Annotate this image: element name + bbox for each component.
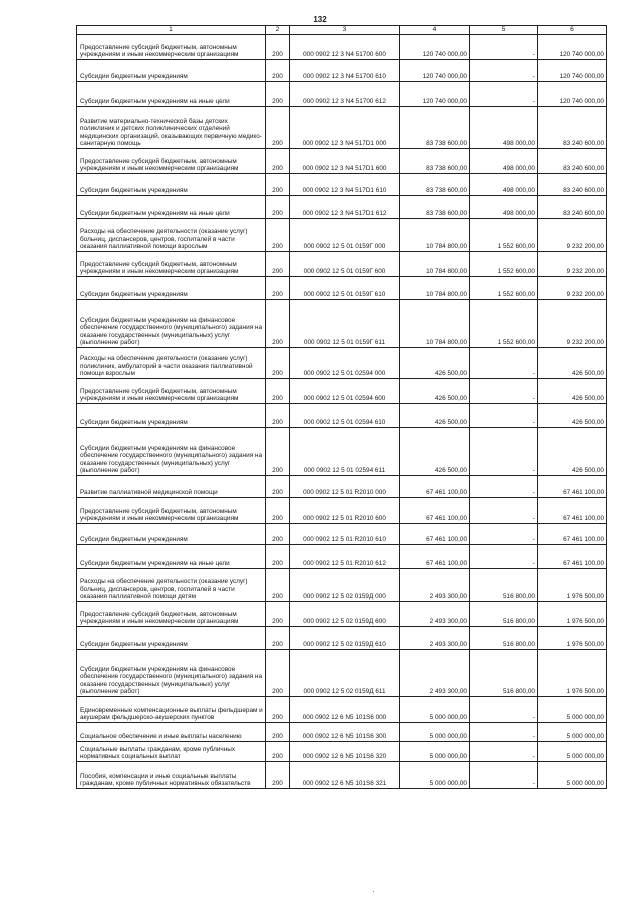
page-number: 132: [313, 15, 327, 24]
column-header-6: 6: [538, 26, 607, 35]
column-header-2: 2: [266, 26, 290, 35]
amount-column-6: 5 000 000,00: [538, 723, 607, 742]
item-name: Единовременные компенсационные выплаты фельдшерам и акушерам фельдшерско-акушерских пунктов: [77, 697, 266, 723]
item-name: Предоставление субсидий бюджетным, автономным учреждениям и иным некоммерческим организациям: [77, 379, 266, 404]
budget-classification-code: 000 0902 12 3 N4 517D1 000: [290, 107, 400, 149]
amount-column-4: 426 500,00: [400, 379, 470, 404]
item-name: Развитие материально-технической базы детских поликлиник и детских поликлинических отделений медицинских организаций, оказывающих первичную медико-санитарную помощь: [77, 107, 266, 149]
item-name: Расходы на обеспечение деятельности (оказание услуг) больниц, диспансеров, центров, госпиталей в части оказания паллиативной помощи взрослым: [77, 219, 266, 252]
amount-column-4: 83 738 600,00: [400, 196, 470, 219]
table-row: [77, 697, 607, 723]
line-code: 200: [266, 650, 290, 697]
line-code: 200: [266, 545, 290, 569]
item-name: Субсидии бюджетным учреждениям на финансовое обеспечение государственного (муниципального) задания на оказание государственных (муниципальных) услуг (выполнение работ): [77, 428, 266, 476]
amount-column-4: 120 740 000,00: [400, 82, 470, 107]
line-code: 200: [266, 348, 290, 379]
amount-column-6: 426 500,00: [538, 379, 607, 404]
budget-classification-code: 000 0902 12 6 N5 101S6 321: [290, 762, 400, 789]
budget-classification-code: 000 0902 12 3 N4 517D1 610: [290, 174, 400, 196]
amount-column-6: 83 240 600,00: [538, 149, 607, 174]
table-row: [77, 252, 607, 277]
line-code: 200: [266, 723, 290, 742]
amount-column-4: 426 500,00: [400, 428, 470, 476]
amount-column-4: 5 000 000,00: [400, 762, 470, 789]
budget-classification-code: 000 0902 12 5 01 0159Г 600: [290, 252, 400, 277]
budget-classification-code: 000 0902 12 6 N5 101S6 300: [290, 723, 400, 742]
scan-speck: ·: [372, 887, 375, 896]
table-row: [77, 428, 607, 476]
item-name: Субсидии бюджетным учреждениям: [77, 524, 266, 545]
amount-column-6: 5 000 000,00: [538, 697, 607, 723]
table-row: [77, 650, 607, 697]
table-row: [77, 524, 607, 545]
table-row: [77, 545, 607, 569]
table-row: [77, 723, 607, 742]
amount-column-5: -: [470, 742, 538, 762]
line-code: 200: [266, 404, 290, 428]
budget-classification-code: 000 0902 12 3 N4 517D1 612: [290, 196, 400, 219]
item-name: Субсидии бюджетным учреждениям: [77, 174, 266, 196]
amount-column-5: -: [470, 697, 538, 723]
table-row: [77, 82, 607, 107]
amount-column-5: -: [470, 723, 538, 742]
column-header-5: 5: [470, 26, 538, 35]
table-row: [77, 107, 607, 149]
item-name: Субсидии бюджетным учреждениям: [77, 404, 266, 428]
table-row: [77, 277, 607, 300]
amount-column-4: 67 461 100,00: [400, 476, 470, 498]
amount-column-6: 67 461 100,00: [538, 524, 607, 545]
amount-column-5: 1 552 600,00: [470, 300, 538, 348]
line-code: 200: [266, 569, 290, 602]
budget-classification-code: 000 0902 12 5 01 02594 000: [290, 348, 400, 379]
amount-column-5: -: [470, 348, 538, 379]
line-code: 200: [266, 174, 290, 196]
budget-classification-code: 000 0902 12 5 02 0159Д 000: [290, 569, 400, 602]
table-row: [77, 379, 607, 404]
item-name: Субсидии бюджетным учреждениям: [77, 277, 266, 300]
table-row: [77, 627, 607, 650]
amount-column-6: 426 500,00: [538, 428, 607, 476]
table-row: [77, 476, 607, 498]
amount-column-5: 516 800,00: [470, 569, 538, 602]
amount-column-4: 2 493 300,00: [400, 569, 470, 602]
amount-column-6: 83 240 600,00: [538, 196, 607, 219]
line-code: 200: [266, 379, 290, 404]
amount-column-4: 2 493 300,00: [400, 602, 470, 627]
amount-column-6: 67 461 100,00: [538, 476, 607, 498]
item-name: Субсидии бюджетным учреждениям на иные цели: [77, 82, 266, 107]
item-name: Субсидии бюджетным учреждениям на иные цели: [77, 545, 266, 569]
amount-column-4: 83 738 600,00: [400, 174, 470, 196]
budget-classification-code: 000 0902 12 5 01 02594 600: [290, 379, 400, 404]
budget-classification-code: 000 0902 12 5 01 R2010 612: [290, 545, 400, 569]
amount-column-4: 5 000 000,00: [400, 697, 470, 723]
table-row: [77, 300, 607, 348]
item-name: Предоставление субсидий бюджетным, автономным учреждениям и иным некоммерческим организациям: [77, 602, 266, 627]
budget-classification-code: 000 0902 12 5 01 R2010 600: [290, 498, 400, 524]
line-code: 200: [266, 300, 290, 348]
line-code: 200: [266, 697, 290, 723]
budget-classification-code: 000 0902 12 5 01 R2010 610: [290, 524, 400, 545]
item-name: Субсидии бюджетным учреждениям на финансовое обеспечение государственного (муниципального) задания на оказание государственных (муниципальных) услуг (выполнение работ): [77, 300, 266, 348]
amount-column-4: 2 493 300,00: [400, 650, 470, 697]
budget-classification-code: 000 0902 12 5 02 0159Д 600: [290, 602, 400, 627]
budget-classification-code: 000 0902 12 5 01 02594 611: [290, 428, 400, 476]
amount-column-5: 516 800,00: [470, 650, 538, 697]
item-name: Предоставление субсидий бюджетным, автономным учреждениям и иным некоммерческим организациям: [77, 252, 266, 277]
budget-classification-code: 000 0902 12 5 01 0159Г 610: [290, 277, 400, 300]
amount-column-4: 83 738 600,00: [400, 107, 470, 149]
line-code: 200: [266, 35, 290, 60]
budget-classification-code: 000 0902 12 5 01 R2010 000: [290, 476, 400, 498]
amount-column-6: 5 000 000,00: [538, 762, 607, 789]
amount-column-6: 9 232 200,00: [538, 219, 607, 252]
amount-column-5: 1 552 600,00: [470, 252, 538, 277]
table-row: [77, 149, 607, 174]
column-header-1: 1: [77, 26, 266, 35]
line-code: 200: [266, 524, 290, 545]
table-row: [77, 762, 607, 789]
amount-column-4: 10 784 800,00: [400, 252, 470, 277]
amount-column-6: 83 240 600,00: [538, 107, 607, 149]
table-row: [77, 602, 607, 627]
amount-column-6: 1 976 500,00: [538, 602, 607, 627]
column-header-3: 3: [290, 26, 400, 35]
header-row: [77, 26, 607, 35]
amount-column-6: 1 976 500,00: [538, 650, 607, 697]
amount-column-6: 67 461 100,00: [538, 498, 607, 524]
item-name: Расходы на обеспечение деятельности (оказание услуг) поликлиник, амбулаторий в части оказания паллиативной помощи взрослым: [77, 348, 266, 379]
amount-column-5: -: [470, 524, 538, 545]
amount-column-6: 120 740 000,00: [538, 82, 607, 107]
budget-classification-code: 000 0902 12 5 01 0159Г 000: [290, 219, 400, 252]
amount-column-6: 67 461 100,00: [538, 545, 607, 569]
item-name: Предоставление субсидий бюджетным, автономным учреждениям и иным некоммерческим организациям: [77, 149, 266, 174]
budget-classification-code: 000 0902 12 6 N5 101S6 000: [290, 697, 400, 723]
line-code: 200: [266, 60, 290, 82]
amount-column-5: -: [470, 60, 538, 82]
line-code: 200: [266, 602, 290, 627]
budget-table: [76, 25, 607, 789]
amount-column-6: 1 976 500,00: [538, 569, 607, 602]
line-code: 200: [266, 196, 290, 219]
amount-column-5: 1 552 600,00: [470, 277, 538, 300]
amount-column-5: -: [470, 498, 538, 524]
amount-column-4: 426 500,00: [400, 404, 470, 428]
amount-column-5: 498 000,00: [470, 107, 538, 149]
amount-column-5: 516 800,00: [470, 627, 538, 650]
amount-column-5: -: [470, 428, 538, 476]
amount-column-5: -: [470, 35, 538, 60]
table-row: [77, 35, 607, 60]
amount-column-5: -: [470, 379, 538, 404]
amount-column-6: 120 740 000,00: [538, 35, 607, 60]
amount-column-4: 10 784 800,00: [400, 277, 470, 300]
item-name: Предоставление субсидий бюджетным, автономным учреждениям и иным некоммерческим организациям: [77, 498, 266, 524]
amount-column-5: -: [470, 762, 538, 789]
amount-column-4: 83 738 600,00: [400, 149, 470, 174]
amount-column-5: 498 000,00: [470, 174, 538, 196]
line-code: 200: [266, 428, 290, 476]
line-code: 200: [266, 219, 290, 252]
amount-column-4: 10 784 800,00: [400, 219, 470, 252]
item-name: Развитие паллиативной медицинской помощи: [77, 476, 266, 498]
line-code: 200: [266, 252, 290, 277]
amount-column-4: 5 000 000,00: [400, 742, 470, 762]
item-name: Субсидии бюджетным учреждениям на финансовое обеспечение государственного (муниципального) задания на оказание государственных (муниципальных) услуг (выполнение работ): [77, 650, 266, 697]
item-name: Расходы на обеспечение деятельности (оказание услуг) больниц, диспансеров, центров, госпиталей в части оказания паллиативной помощи детям: [77, 569, 266, 602]
amount-column-6: 9 232 200,00: [538, 277, 607, 300]
item-name: Предоставление субсидий бюджетным, автономным учреждениям и иным некоммерческим организациям: [77, 35, 266, 60]
budget-classification-code: 000 0902 12 5 02 0159Д 610: [290, 627, 400, 650]
amount-column-6: 9 232 200,00: [538, 252, 607, 277]
item-name: Субсидии бюджетным учреждениям: [77, 627, 266, 650]
table-body: [77, 35, 607, 789]
item-name: Субсидии бюджетным учреждениям: [77, 60, 266, 82]
budget-classification-code: 000 0902 12 5 02 0159Д 611: [290, 650, 400, 697]
column-header-4: 4: [400, 26, 470, 35]
table-row: [77, 174, 607, 196]
table-row: [77, 196, 607, 219]
budget-classification-code: 000 0902 12 3 N4 517D1 600: [290, 149, 400, 174]
amount-column-4: 5 000 000,00: [400, 723, 470, 742]
amount-column-5: 1 552 600,00: [470, 219, 538, 252]
budget-classification-code: 000 0902 12 3 N4 51700 612: [290, 82, 400, 107]
line-code: 200: [266, 627, 290, 650]
amount-column-4: 67 461 100,00: [400, 524, 470, 545]
budget-classification-code: 000 0902 12 3 N4 51700 610: [290, 60, 400, 82]
line-code: 200: [266, 742, 290, 762]
amount-column-6: 426 500,00: [538, 348, 607, 379]
table-row: [77, 404, 607, 428]
item-name: Субсидии бюджетным учреждениям на иные цели: [77, 196, 266, 219]
amount-column-5: 498 000,00: [470, 196, 538, 219]
amount-column-6: 1 976 500,00: [538, 627, 607, 650]
line-code: 200: [266, 149, 290, 174]
budget-classification-code: 000 0902 12 5 01 0159Г 611: [290, 300, 400, 348]
line-code: 200: [266, 476, 290, 498]
table-row: [77, 569, 607, 602]
item-name: Пособия, компенсации и иные социальные выплаты гражданам, кроме публичных нормативных обязательств: [77, 762, 266, 789]
amount-column-6: 426 500,00: [538, 404, 607, 428]
amount-column-6: 120 740 000,00: [538, 60, 607, 82]
table-row: [77, 742, 607, 762]
amount-column-4: 67 461 100,00: [400, 498, 470, 524]
amount-column-4: 120 740 000,00: [400, 35, 470, 60]
budget-classification-code: 000 0902 12 6 N5 101S6 320: [290, 742, 400, 762]
amount-column-5: 516 800,00: [470, 602, 538, 627]
amount-column-6: 83 240 600,00: [538, 174, 607, 196]
line-code: 200: [266, 82, 290, 107]
amount-column-4: 10 784 800,00: [400, 300, 470, 348]
amount-column-4: 2 493 300,00: [400, 627, 470, 650]
table-row: [77, 60, 607, 82]
amount-column-6: 9 232 200,00: [538, 300, 607, 348]
amount-column-5: 498 000,00: [470, 149, 538, 174]
item-name: Социальные выплаты гражданам, кроме публичных нормативных социальных выплат: [77, 742, 266, 762]
amount-column-5: -: [470, 476, 538, 498]
amount-column-5: -: [470, 404, 538, 428]
amount-column-4: 120 740 000,00: [400, 60, 470, 82]
table-row: [77, 348, 607, 379]
budget-classification-code: 000 0902 12 3 N4 51700 600: [290, 35, 400, 60]
line-code: 200: [266, 498, 290, 524]
table-row: [77, 219, 607, 252]
amount-column-4: 426 500,00: [400, 348, 470, 379]
budget-classification-code: 000 0902 12 5 01 02594 610: [290, 404, 400, 428]
item-name: Социальное обеспечение и иные выплаты населению: [77, 723, 266, 742]
line-code: 200: [266, 277, 290, 300]
amount-column-4: 67 461 100,00: [400, 545, 470, 569]
line-code: 200: [266, 762, 290, 789]
amount-column-5: -: [470, 545, 538, 569]
amount-column-6: 5 000 000,00: [538, 742, 607, 762]
table-row: [77, 498, 607, 524]
amount-column-5: -: [470, 82, 538, 107]
line-code: 200: [266, 107, 290, 149]
